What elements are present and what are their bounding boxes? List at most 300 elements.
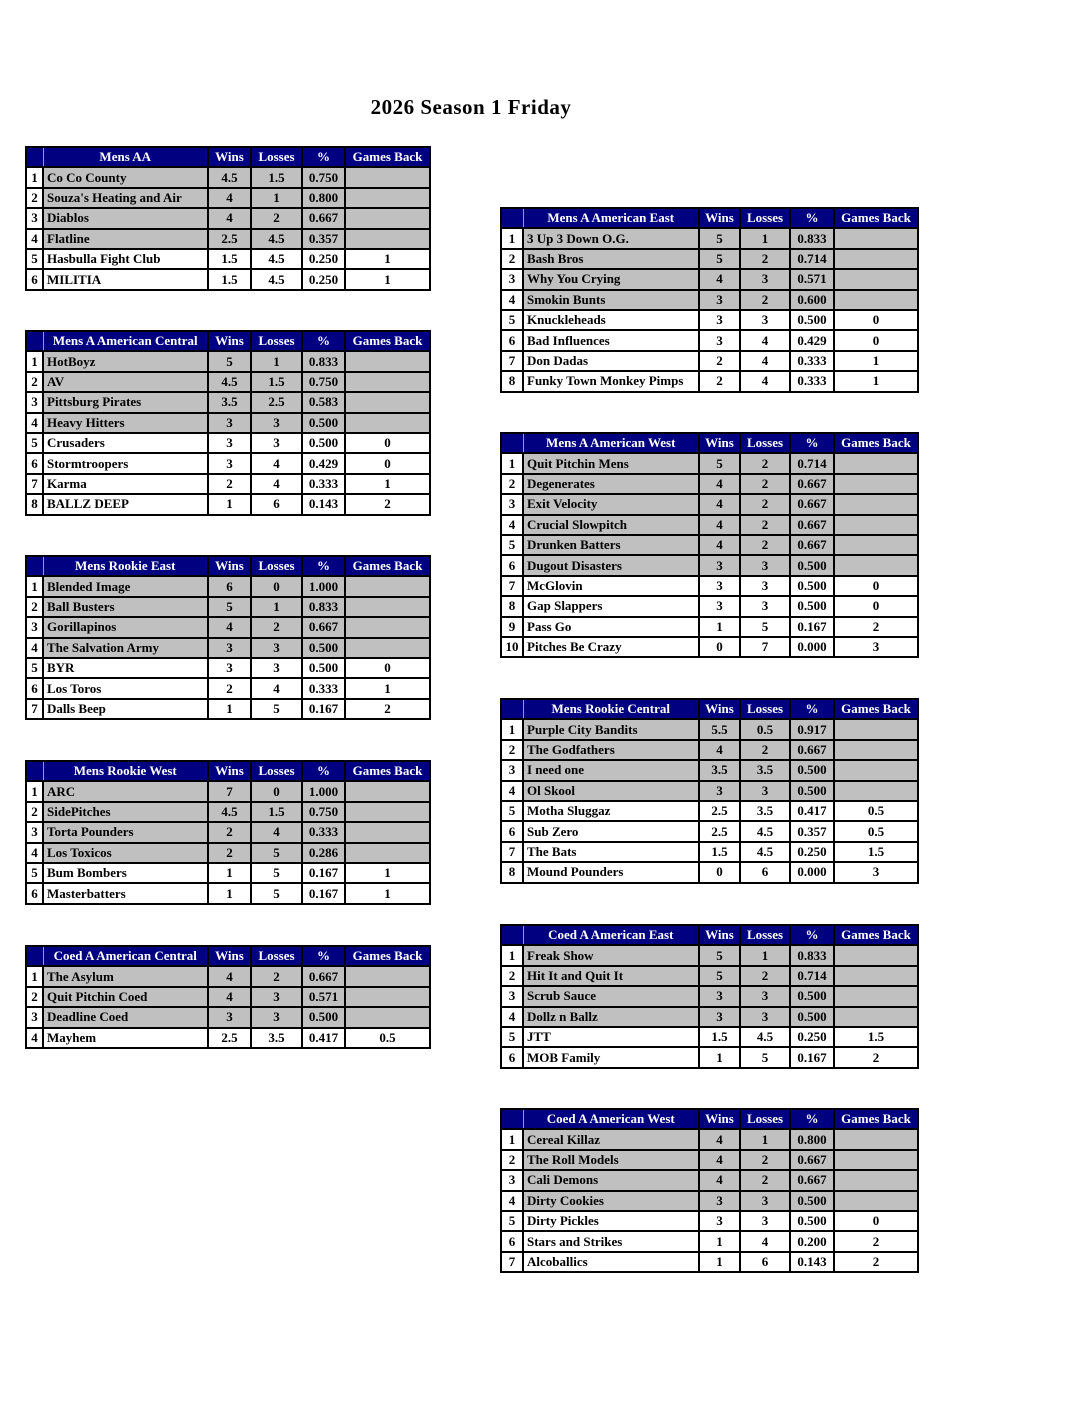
losses-column-header: Losses <box>251 946 302 966</box>
games-back-cell: 0 <box>345 658 430 678</box>
team-row <box>501 555 918 575</box>
pct-cell: 0.417 <box>790 801 834 821</box>
team-name-cell: Scrub Sauce <box>523 986 699 1006</box>
wins-cell: 0 <box>699 862 740 882</box>
wins-cell: 3 <box>699 1191 740 1211</box>
wins-cell: 1.5 <box>699 1027 740 1047</box>
games-back-cell <box>345 167 430 187</box>
wins-cell: 1.5 <box>208 269 251 289</box>
rank-cell: 5 <box>501 535 523 555</box>
wins-cell: 4 <box>699 1129 740 1149</box>
rank-cell: 5 <box>26 658 43 678</box>
wins-column-header: Wins <box>208 331 251 351</box>
losses-column-header: Losses <box>740 1109 790 1129</box>
rank-cell: 1 <box>501 228 523 248</box>
wins-cell: 7 <box>208 781 251 801</box>
rank-cell: 5 <box>26 249 43 269</box>
team-row <box>26 966 430 986</box>
pct-column-header: % <box>302 147 345 167</box>
rank-cell: 1 <box>26 351 43 371</box>
rank-cell: 6 <box>26 883 43 903</box>
team-row <box>26 658 430 678</box>
team-row <box>26 474 430 494</box>
pct-cell: 0.500 <box>790 1007 834 1027</box>
losses-column-header: Losses <box>740 208 790 228</box>
games-back-column-header: Games Back <box>345 331 430 351</box>
pct-column-header: % <box>302 331 345 351</box>
wins-cell: 3 <box>208 1007 251 1027</box>
team-name-cell: Flatline <box>43 229 208 249</box>
games-back-column-header: Games Back <box>345 556 430 576</box>
wins-cell: 3 <box>699 555 740 575</box>
team-name-cell: Dirty Cookies <box>523 1191 699 1211</box>
losses-column-header: Losses <box>251 761 302 781</box>
losses-cell: 0 <box>251 576 302 596</box>
rank-cell: 5 <box>501 1211 523 1231</box>
losses-cell: 3.5 <box>740 760 790 780</box>
team-row <box>26 843 430 863</box>
rank-cell: 9 <box>501 617 523 637</box>
rank-cell: 3 <box>501 494 523 514</box>
team-row <box>501 228 918 248</box>
division-title: Coed A American East <box>523 925 699 945</box>
team-name-cell: Hasbulla Fight Club <box>43 249 208 269</box>
team-name-cell: BYR <box>43 658 208 678</box>
rank-cell: 1 <box>501 719 523 739</box>
games-back-cell: 1 <box>345 249 430 269</box>
pct-cell: 0.714 <box>790 966 834 986</box>
pct-cell: 0.714 <box>790 249 834 269</box>
pct-column-header: % <box>790 208 834 228</box>
games-back-cell: 0 <box>834 1211 918 1231</box>
rank-cell: 5 <box>501 310 523 330</box>
header-row <box>501 925 918 945</box>
games-back-cell <box>834 740 918 760</box>
wins-cell: 4 <box>208 188 251 208</box>
games-back-cell <box>834 1129 918 1149</box>
games-back-cell: 0.5 <box>834 821 918 841</box>
losses-column-header: Losses <box>740 433 790 453</box>
pct-cell: 0.833 <box>790 228 834 248</box>
pct-cell: 0.583 <box>302 392 345 412</box>
wins-column-header: Wins <box>699 208 740 228</box>
team-row <box>501 535 918 555</box>
games-back-cell <box>345 351 430 371</box>
pct-cell: 0.200 <box>790 1231 834 1251</box>
games-back-cell: 1 <box>345 863 430 883</box>
games-back-column-header: Games Back <box>834 208 918 228</box>
team-row <box>501 617 918 637</box>
rank-cell: 4 <box>26 413 43 433</box>
pct-column-header: % <box>302 761 345 781</box>
losses-cell: 3 <box>251 638 302 658</box>
wins-cell: 3 <box>699 1007 740 1027</box>
losses-cell: 1 <box>251 188 302 208</box>
pct-cell: 0.250 <box>790 842 834 862</box>
rank-cell: 8 <box>501 596 523 616</box>
team-name-cell: Souza's Heating and Air <box>43 188 208 208</box>
games-back-cell <box>345 1007 430 1027</box>
team-row <box>501 1252 918 1272</box>
team-row <box>26 781 430 801</box>
games-back-cell <box>345 372 430 392</box>
wins-cell: 2 <box>699 351 740 371</box>
rank-column-header <box>26 331 43 351</box>
team-row <box>501 801 918 821</box>
games-back-cell: 0 <box>834 330 918 350</box>
team-name-cell: Dollz n Ballz <box>523 1007 699 1027</box>
wins-cell: 6 <box>208 576 251 596</box>
team-row <box>501 719 918 739</box>
losses-column-header: Losses <box>251 556 302 576</box>
losses-cell: 4 <box>251 822 302 842</box>
losses-cell: 4.5 <box>251 229 302 249</box>
pct-column-header: % <box>790 925 834 945</box>
losses-cell: 4.5 <box>251 249 302 269</box>
team-row <box>501 637 918 657</box>
wins-cell: 4.5 <box>208 167 251 187</box>
wins-cell: 4 <box>208 987 251 1007</box>
team-row <box>501 371 918 391</box>
rank-cell: 1 <box>26 966 43 986</box>
games-back-cell: 2 <box>345 699 430 719</box>
pct-cell: 0.667 <box>302 617 345 637</box>
wins-cell: 3 <box>699 1211 740 1231</box>
wins-cell: 3 <box>699 330 740 350</box>
rank-column-header <box>26 946 43 966</box>
games-back-column-header: Games Back <box>345 147 430 167</box>
games-back-cell <box>345 597 430 617</box>
team-name-cell: Alcoballics <box>523 1252 699 1272</box>
losses-cell: 4.5 <box>740 842 790 862</box>
rank-cell: 1 <box>501 945 523 965</box>
team-name-cell: Torta Pounders <box>43 822 208 842</box>
team-name-cell: MOB Family <box>523 1047 699 1067</box>
team-row <box>501 576 918 596</box>
losses-cell: 1 <box>740 945 790 965</box>
wins-cell: 3 <box>208 413 251 433</box>
games-back-cell <box>345 208 430 228</box>
losses-cell: 3 <box>251 987 302 1007</box>
pct-cell: 0.667 <box>790 740 834 760</box>
rank-cell: 6 <box>26 678 43 698</box>
team-name-cell: I need one <box>523 760 699 780</box>
team-name-cell: Diablos <box>43 208 208 228</box>
games-back-cell <box>834 474 918 494</box>
team-row <box>501 351 918 371</box>
team-row <box>501 474 918 494</box>
wins-cell: 3 <box>699 986 740 1006</box>
games-back-cell <box>345 188 430 208</box>
losses-cell: 4 <box>740 330 790 350</box>
wins-cell: 1 <box>208 883 251 903</box>
pct-cell: 0.250 <box>790 1027 834 1047</box>
losses-cell: 3 <box>740 1191 790 1211</box>
team-name-cell: Crusaders <box>43 433 208 453</box>
team-row <box>501 1211 918 1231</box>
team-row <box>501 986 918 1006</box>
rank-cell: 4 <box>26 638 43 658</box>
games-back-cell <box>345 617 430 637</box>
header-row <box>26 331 430 351</box>
division-title: Mens Rookie Central <box>523 699 699 719</box>
pct-cell: 0.143 <box>790 1252 834 1272</box>
team-name-cell: The Bats <box>523 842 699 862</box>
losses-cell: 3 <box>251 433 302 453</box>
games-back-cell <box>834 781 918 801</box>
team-name-cell: Knuckleheads <box>523 310 699 330</box>
games-back-cell: 1.5 <box>834 842 918 862</box>
standings-table-mens-rookie-central <box>500 698 919 884</box>
wins-cell: 1 <box>208 494 251 514</box>
team-name-cell: ARC <box>43 781 208 801</box>
wins-cell: 2.5 <box>699 821 740 841</box>
losses-cell: 5 <box>251 699 302 719</box>
team-name-cell: Sub Zero <box>523 821 699 841</box>
wins-cell: 3 <box>208 658 251 678</box>
team-row <box>501 249 918 269</box>
losses-cell: 1.5 <box>251 167 302 187</box>
wins-cell: 2.5 <box>208 229 251 249</box>
team-name-cell: HotBoyz <box>43 351 208 371</box>
pct-cell: 0.167 <box>302 883 345 903</box>
rank-cell: 2 <box>501 966 523 986</box>
team-row <box>501 821 918 841</box>
rank-cell: 2 <box>501 740 523 760</box>
team-row <box>26 188 430 208</box>
team-row <box>501 310 918 330</box>
games-back-cell: 3 <box>834 637 918 657</box>
team-row <box>26 208 430 228</box>
losses-cell: 2 <box>740 290 790 310</box>
team-name-cell: Quit Pitchin Mens <box>523 453 699 473</box>
wins-cell: 2 <box>208 843 251 863</box>
rank-cell: 7 <box>501 842 523 862</box>
losses-cell: 4 <box>251 453 302 473</box>
wins-cell: 3 <box>699 781 740 801</box>
rank-cell: 8 <box>26 494 43 514</box>
losses-cell: 2 <box>740 249 790 269</box>
rank-cell: 7 <box>501 576 523 596</box>
wins-cell: 2 <box>208 822 251 842</box>
losses-cell: 3 <box>251 1007 302 1027</box>
rank-cell: 7 <box>26 699 43 719</box>
team-name-cell: Bum Bombers <box>43 863 208 883</box>
wins-cell: 4 <box>208 966 251 986</box>
wins-column-header: Wins <box>699 699 740 719</box>
games-back-cell: 1 <box>345 883 430 903</box>
team-row <box>501 494 918 514</box>
pct-cell: 0.250 <box>302 269 345 289</box>
team-name-cell: Deadline Coed <box>43 1007 208 1027</box>
games-back-cell <box>345 229 430 249</box>
team-row <box>501 1231 918 1251</box>
rank-column-header <box>501 1109 523 1129</box>
wins-cell: 1 <box>208 863 251 883</box>
pct-cell: 0.833 <box>302 597 345 617</box>
team-row <box>26 269 430 289</box>
pct-cell: 0.250 <box>302 249 345 269</box>
standings-table-mens-rookie-east <box>25 555 431 720</box>
team-row <box>26 1007 430 1027</box>
games-back-cell <box>345 576 430 596</box>
pct-cell: 0.750 <box>302 167 345 187</box>
wins-cell: 2 <box>208 678 251 698</box>
pct-cell: 0.429 <box>790 330 834 350</box>
wins-cell: 1 <box>699 617 740 637</box>
wins-cell: 1 <box>699 1047 740 1067</box>
pct-cell: 0.750 <box>302 372 345 392</box>
games-back-cell: 1 <box>345 678 430 698</box>
losses-cell: 0.5 <box>740 719 790 739</box>
games-back-cell <box>834 945 918 965</box>
losses-cell: 2 <box>740 1150 790 1170</box>
games-back-cell: 0 <box>834 596 918 616</box>
team-row <box>501 1047 918 1067</box>
team-row <box>501 290 918 310</box>
games-back-cell: 1 <box>345 269 430 289</box>
wins-cell: 3 <box>208 638 251 658</box>
games-back-cell: 0.5 <box>834 801 918 821</box>
wins-cell: 3 <box>208 453 251 473</box>
header-row <box>26 946 430 966</box>
pct-cell: 0.667 <box>790 1170 834 1190</box>
team-name-cell: BALLZ DEEP <box>43 494 208 514</box>
losses-cell: 4 <box>740 351 790 371</box>
wins-cell: 2 <box>699 371 740 391</box>
losses-cell: 4 <box>251 474 302 494</box>
games-back-cell <box>834 1191 918 1211</box>
division-title: Coed A American Central <box>43 946 208 966</box>
team-row <box>501 1150 918 1170</box>
standings-table-coed-a-american-central <box>25 945 431 1049</box>
rank-cell: 3 <box>501 986 523 1006</box>
pct-cell: 0.667 <box>302 966 345 986</box>
team-row <box>26 167 430 187</box>
team-row <box>26 433 430 453</box>
team-row <box>501 740 918 760</box>
team-row <box>501 1027 918 1047</box>
team-name-cell: Los Toros <box>43 678 208 698</box>
rank-cell: 8 <box>501 371 523 391</box>
losses-cell: 1 <box>251 351 302 371</box>
games-back-cell: 1 <box>834 351 918 371</box>
games-back-cell <box>834 249 918 269</box>
pct-cell: 0.333 <box>302 474 345 494</box>
games-back-cell: 1 <box>834 371 918 391</box>
team-name-cell: Purple City Bandits <box>523 719 699 739</box>
team-row <box>501 945 918 965</box>
pct-column-header: % <box>790 1109 834 1129</box>
rank-column-header <box>501 925 523 945</box>
pct-cell: 0.800 <box>790 1129 834 1149</box>
division-title: Mens A American Central <box>43 331 208 351</box>
wins-cell: 3 <box>699 310 740 330</box>
losses-cell: 6 <box>251 494 302 514</box>
team-row <box>501 515 918 535</box>
wins-cell: 4 <box>699 515 740 535</box>
rank-cell: 3 <box>26 392 43 412</box>
games-back-cell: 2 <box>834 617 918 637</box>
team-name-cell: Hit It and Quit It <box>523 966 699 986</box>
team-name-cell: The Roll Models <box>523 1150 699 1170</box>
losses-cell: 3.5 <box>740 801 790 821</box>
wins-cell: 4 <box>699 474 740 494</box>
team-row <box>26 494 430 514</box>
team-row <box>501 1129 918 1149</box>
losses-cell: 2 <box>740 453 790 473</box>
losses-cell: 2 <box>740 740 790 760</box>
wins-cell: 3.5 <box>208 392 251 412</box>
pct-cell: 0.500 <box>790 596 834 616</box>
team-name-cell: Karma <box>43 474 208 494</box>
losses-cell: 4.5 <box>251 269 302 289</box>
rank-cell: 4 <box>501 290 523 310</box>
rank-cell: 2 <box>26 372 43 392</box>
rank-cell: 6 <box>501 1047 523 1067</box>
rank-cell: 1 <box>26 576 43 596</box>
rank-cell: 2 <box>26 597 43 617</box>
games-back-cell: 2 <box>834 1047 918 1067</box>
rank-cell: 7 <box>501 351 523 371</box>
losses-cell: 4.5 <box>740 821 790 841</box>
rank-cell: 6 <box>26 269 43 289</box>
team-name-cell: Funky Town Monkey Pimps <box>523 371 699 391</box>
games-back-column-header: Games Back <box>345 761 430 781</box>
losses-cell: 3 <box>740 1007 790 1027</box>
rank-cell: 3 <box>26 208 43 228</box>
wins-cell: 2.5 <box>699 801 740 821</box>
losses-cell: 3 <box>740 576 790 596</box>
rank-cell: 3 <box>501 269 523 289</box>
pct-cell: 0.500 <box>790 310 834 330</box>
rank-cell: 8 <box>501 862 523 882</box>
header-row <box>501 433 918 453</box>
losses-cell: 2 <box>740 494 790 514</box>
team-row <box>501 596 918 616</box>
pct-cell: 0.333 <box>790 371 834 391</box>
games-back-cell <box>834 290 918 310</box>
team-name-cell: Bad Influences <box>523 330 699 350</box>
team-name-cell: Co Co County <box>43 167 208 187</box>
rank-cell: 5 <box>501 1027 523 1047</box>
losses-cell: 1 <box>740 1129 790 1149</box>
team-name-cell: Gap Slappers <box>523 596 699 616</box>
wins-cell: 1.5 <box>699 842 740 862</box>
games-back-cell: 1.5 <box>834 1027 918 1047</box>
games-back-cell <box>834 1150 918 1170</box>
games-back-cell <box>834 515 918 535</box>
pct-cell: 0.500 <box>302 638 345 658</box>
games-back-cell: 3 <box>834 862 918 882</box>
losses-cell: 1 <box>740 228 790 248</box>
pct-cell: 0.143 <box>302 494 345 514</box>
rank-cell: 2 <box>26 987 43 1007</box>
losses-cell: 6 <box>740 1252 790 1272</box>
wins-cell: 3 <box>699 290 740 310</box>
pct-cell: 0.417 <box>302 1028 345 1048</box>
games-back-cell <box>345 987 430 1007</box>
losses-cell: 1 <box>251 597 302 617</box>
rank-cell: 2 <box>501 474 523 494</box>
rank-column-header <box>26 556 43 576</box>
rank-cell: 4 <box>26 1028 43 1048</box>
pct-cell: 0.571 <box>302 987 345 1007</box>
games-back-column-header: Games Back <box>834 1109 918 1129</box>
pct-cell: 0.500 <box>790 760 834 780</box>
pct-cell: 0.167 <box>302 699 345 719</box>
rank-column-header <box>26 147 43 167</box>
